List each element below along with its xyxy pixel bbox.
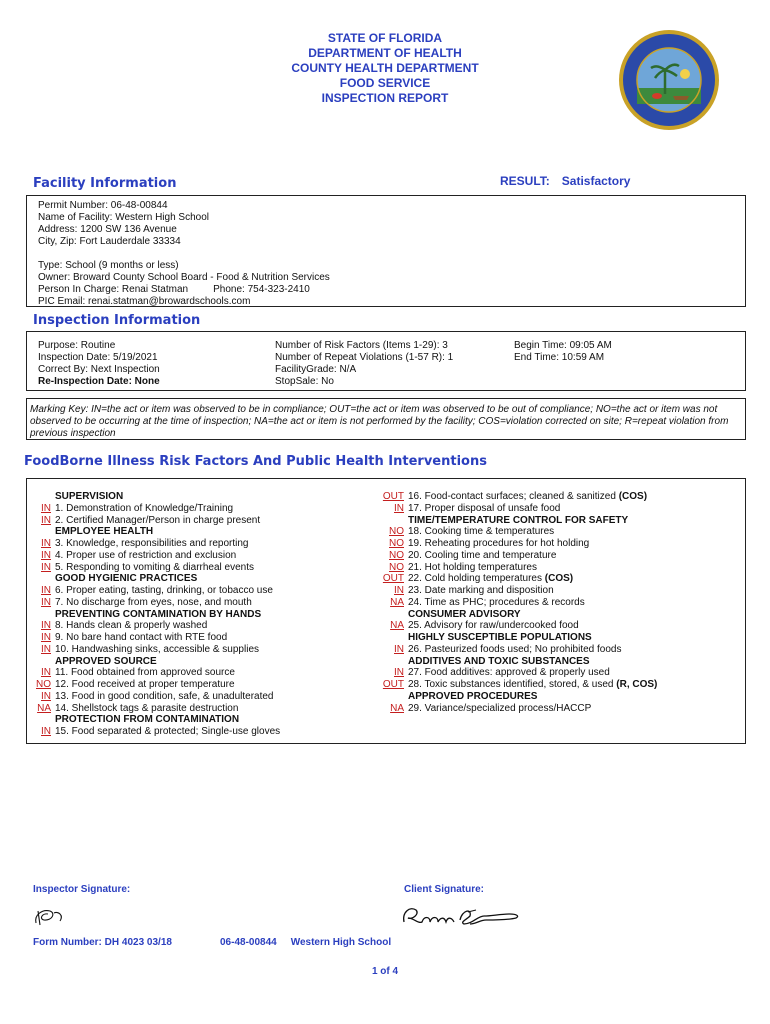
item-description: 15. Food separated & protected; Single-use gloves [55, 726, 281, 737]
item-status-mark: OUT [382, 573, 404, 585]
item-description: 24. Time as PHC; procedures & records [408, 596, 585, 608]
item-suffix-note: (COS) [618, 491, 648, 502]
risk-category-heading [27, 573, 280, 585]
item-status-mark: IN [41, 502, 51, 514]
risk-category-label: CONSUMER ADVISORY [408, 608, 521, 620]
correct-by: Correct By: Next Inspection [38, 364, 160, 375]
risk-category-heading [372, 691, 657, 703]
risk-item-row [27, 703, 280, 715]
facility-address: Address: 1200 SW 136 Avenue [38, 224, 177, 235]
item-description: 10. Handwashing sinks, accessible & supplies [55, 643, 259, 655]
item-status-mark: OUT [382, 679, 404, 690]
risk-item-row [27, 620, 280, 632]
begin-time: Begin Time: 09:05 AM [514, 340, 612, 351]
client-signature-image [400, 902, 525, 930]
item-status-mark: IN [41, 620, 51, 632]
risk-category-heading [27, 491, 280, 503]
facility-owner: Owner: Broward County School Board - Food & Nutrition Services [38, 272, 330, 283]
item-status-mark: IN [41, 585, 51, 596]
inspection-purpose: Purpose: Routine [38, 340, 116, 351]
item-status-mark: IN [41, 549, 51, 561]
item-description: 23. Date marking and disposition [408, 585, 554, 596]
end-time: End Time: 10:59 AM [514, 352, 605, 363]
risk-item-row [372, 491, 657, 503]
risk-item-row [372, 550, 657, 562]
item-description: 19. Reheating procedures for hot holding [408, 538, 590, 549]
risk-item-row [27, 644, 280, 656]
item-status-mark: NO [389, 526, 404, 538]
pic-email: PIC Email: renai.statman@browardschools.com [38, 296, 251, 307]
item-description: 27. Food additives: approved & properly used [408, 667, 610, 679]
repeat-violation-count: Number of Repeat Violations (1-57 R): 1 [275, 352, 454, 363]
risk-category-label: HIGHLY SUSCEPTIBLE POPULATIONS [408, 632, 592, 643]
risk-item-row [372, 503, 657, 515]
item-status-mark: IN [394, 502, 404, 514]
item-status-mark: IN [394, 667, 404, 679]
facility-type: Type: School (9 months or less) [38, 260, 179, 271]
risk-category-heading [372, 656, 657, 668]
facility-name: Name of Facility: Western High School [38, 212, 209, 223]
marking-key-text: Marking Key: IN=the act or item was observed to be in compliance; OUT=the act or item was observed to be out of compliance; NO=the act or item was not observed to be occurring at the time of inspection; NA=the act or item is not performed by the facility; COS=violation corrected on site; R=repeat violation from previous inspection [30, 404, 729, 439]
risk-item-row [372, 644, 657, 656]
risk-item-row [27, 538, 280, 550]
item-status-mark: IN [41, 514, 51, 526]
client-signature-label: Client Signature: [404, 884, 485, 895]
stop-sale: StopSale: No [275, 376, 334, 387]
form-number: Form Number: DH 4023 03/18 [33, 937, 172, 948]
item-description: 8. Hands clean & properly washed [55, 620, 208, 632]
risk-category-heading [372, 515, 657, 527]
item-description: 17. Proper disposal of unsafe food [408, 502, 561, 514]
header-line-state: STATE OF FLORIDA [327, 31, 443, 45]
item-suffix-note: (R, COS) [616, 679, 658, 690]
item-status-mark: IN [41, 690, 51, 702]
item-status-mark: IN [41, 561, 51, 573]
item-description: 20. Cooling time and temperature [408, 549, 557, 561]
inspection-col-middle [275, 340, 453, 388]
item-status-mark: IN [41, 726, 51, 737]
item-status-mark: NA [390, 596, 404, 608]
item-description: 1. Demonstration of Knowledge/Training [55, 502, 234, 514]
risk-factors-right-column [372, 491, 657, 714]
risk-category-label: GOOD HYGIENIC PRACTICES [55, 573, 198, 585]
item-status-mark: NO [389, 538, 404, 549]
item-description: 26. Pasteurized foods used; No prohibited foods [408, 643, 622, 655]
risk-category-label: SUPERVISION [55, 491, 124, 502]
item-status-mark: NA [37, 702, 51, 714]
risk-item-row [27, 691, 280, 703]
risk-category-label: APPROVED PROCEDURES [408, 690, 538, 702]
risk-factors-left-column [27, 491, 280, 738]
item-description: 11. Food obtained from approved source [55, 667, 235, 679]
risk-item-row [372, 597, 657, 609]
risk-item-row [27, 597, 280, 609]
risk-item-row [372, 667, 657, 679]
header-line-department: DEPARTMENT OF HEALTH [308, 46, 462, 60]
risk-item-row [372, 573, 657, 585]
result-label: RESULT: [500, 174, 550, 188]
risk-category-heading [372, 609, 657, 621]
risk-item-row [27, 679, 280, 691]
item-description: 25. Advisory for raw/undercooked food [408, 620, 579, 632]
item-description: 12. Food received at proper temperature [55, 679, 235, 690]
risk-factors-box [26, 478, 746, 744]
risk-item-row [27, 503, 280, 515]
header-line-report: INSPECTION REPORT [321, 91, 449, 105]
risk-category-label: EMPLOYEE HEALTH [55, 526, 154, 538]
risk-category-label: ADDITIVES AND TOXIC SUBSTANCES [408, 655, 590, 667]
facility-city-zip: City, Zip: Fort Lauderdale 33334 [38, 236, 181, 247]
item-description: 5. Responding to vomiting & diarrheal events [55, 561, 255, 573]
item-description: 14. Shellstock tags & parasite destruction [55, 702, 239, 714]
item-description: 4. Proper use of restriction and exclusion [55, 549, 237, 561]
risk-factor-count: Number of Risk Factors (Items 1-29): 3 [275, 340, 448, 351]
risk-category-heading [27, 609, 280, 621]
inspector-signature-image [30, 905, 70, 929]
item-description: 18. Cooking time & temperatures [408, 526, 555, 538]
item-status-mark: NA [390, 620, 404, 632]
item-suffix-note: (COS) [544, 573, 574, 585]
risk-category-label: APPROVED SOURCE [55, 655, 157, 667]
reinspection-date: Re-Inspection Date: None [38, 376, 160, 387]
item-description: 16. Food-contact surfaces; cleaned & sanitized [408, 491, 616, 502]
item-description: 22. Cold holding temperatures [408, 573, 542, 585]
page-number: 1 of 4 [371, 966, 399, 977]
risk-item-row [27, 667, 280, 679]
facility-info-box [26, 195, 746, 307]
footer-permit-ref [220, 937, 391, 948]
facility-section-title: Facility Information [33, 176, 177, 191]
item-description: 21. Hot holding temperatures [408, 561, 537, 573]
item-description: 3. Knowledge, responsibilities and reporting [55, 538, 249, 549]
risk-category-heading [372, 632, 657, 644]
item-description: 6. Proper eating, tasting, drinking, or tobacco use [55, 585, 273, 596]
risk-factors-section-title: FoodBorne Illness Risk Factors And Public Health Interventions [24, 454, 487, 469]
risk-item-row [27, 632, 280, 644]
marking-key-box [26, 398, 746, 440]
item-status-mark: IN [41, 643, 51, 655]
florida-seal-logo [617, 28, 721, 132]
item-status-mark: IN [41, 596, 51, 608]
risk-item-row [27, 550, 280, 562]
item-description: 7. No discharge from eyes, nose, and mouth [55, 596, 252, 608]
risk-category-label: PREVENTING CONTAMINATION BY HANDS [55, 608, 262, 620]
risk-item-row [372, 620, 657, 632]
risk-item-row [27, 726, 280, 738]
person-in-charge: Person In Charge: Renai Statman [38, 284, 189, 295]
risk-category-heading [27, 714, 280, 726]
result-status [500, 174, 630, 188]
risk-item-row [372, 526, 657, 538]
inspector-signature-label: Inspector Signature: [33, 884, 131, 895]
item-status-mark: IN [394, 643, 404, 655]
inspection-col-right [514, 340, 612, 364]
item-status-mark: OUT [382, 491, 404, 502]
inspection-section-title: Inspection Information [33, 313, 201, 328]
item-status-mark: NO [389, 549, 404, 561]
item-status-mark: NA [390, 702, 404, 714]
risk-item-row [372, 562, 657, 574]
footer-facility-name: Western High School [290, 937, 392, 948]
header-line-food-service: FOOD SERVICE [339, 76, 431, 90]
risk-item-row [372, 703, 657, 715]
risk-category-heading [27, 656, 280, 668]
item-description: 29. Variance/specialized process/HACCP [408, 702, 592, 714]
risk-item-row [372, 538, 657, 550]
footer-permit-number: 06-48-00844 [220, 937, 277, 948]
risk-category-heading [27, 526, 280, 538]
item-description: 28. Toxic substances identified, stored, & used [408, 679, 614, 690]
item-status-mark: IN [41, 667, 51, 679]
person-in-charge-row [38, 284, 745, 296]
item-status-mark: IN [41, 632, 51, 643]
risk-item-row [27, 515, 280, 527]
permit-number: Permit Number: 06-48-00844 [38, 200, 168, 211]
risk-item-row [27, 585, 280, 597]
report-header [220, 31, 550, 106]
inspection-info-box [26, 331, 746, 391]
header-line-county: COUNTY HEALTH DEPARTMENT [291, 61, 479, 75]
facility-grade: FacilityGrade: N/A [275, 364, 357, 375]
facility-phone: Phone: 754-323-2410 [213, 284, 310, 295]
risk-category-label: PROTECTION FROM CONTAMINATION [55, 714, 240, 726]
item-status-mark: IN [41, 538, 51, 549]
inspection-date: Inspection Date: 5/19/2021 [38, 352, 158, 363]
item-description: 13. Food in good condition, safe, & unadulterated [55, 690, 274, 702]
risk-item-row [372, 585, 657, 597]
item-description: 2. Certified Manager/Person in charge present [55, 514, 261, 526]
item-status-mark: NO [389, 561, 404, 573]
risk-item-row [372, 679, 657, 691]
result-value: Satisfactory [561, 174, 631, 188]
item-status-mark: IN [394, 585, 404, 596]
item-status-mark: NO [36, 679, 51, 690]
inspection-col-left [38, 340, 160, 388]
risk-category-label: TIME/TEMPERATURE CONTROL FOR SAFETY [408, 514, 629, 526]
item-description: 9. No bare hand contact with RTE food [55, 632, 228, 643]
risk-item-row [27, 562, 280, 574]
